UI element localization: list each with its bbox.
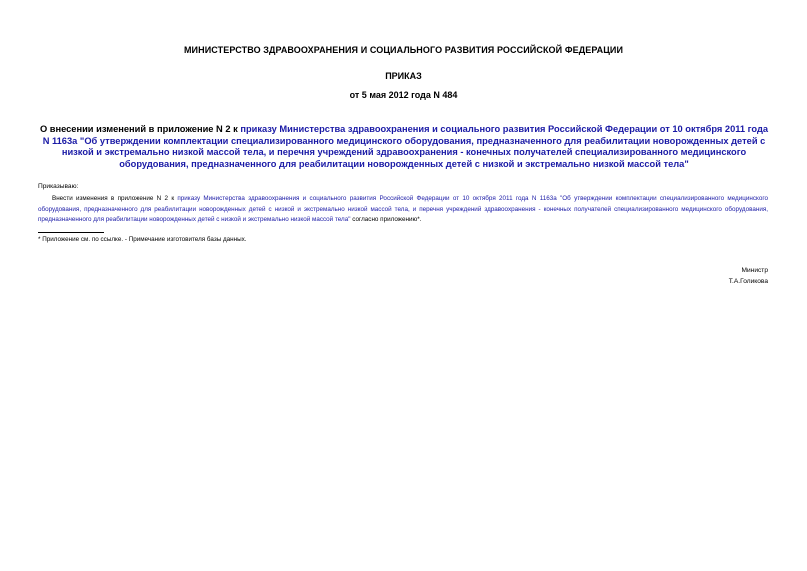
paragraph-prefix: Внести изменения в приложение N 2 к bbox=[52, 195, 178, 202]
ministry-title: МИНИСТЕРСТВО ЗДРАВООХРАНЕНИЯ И СОЦИАЛЬНОГО РАЗВИТИЯ РОССИЙСКОЙ ФЕДЕРАЦИИ bbox=[183, 45, 624, 55]
heading-prefix: О внесении изменений в приложение N 2 к bbox=[39, 124, 241, 134]
signature-title: Министр bbox=[741, 267, 768, 274]
order-intro: Приказываю: bbox=[38, 183, 79, 190]
order-date-number: от 5 мая 2012 года N 484 bbox=[349, 90, 458, 100]
order-heading bbox=[38, 124, 770, 170]
paragraph-suffix: согласно приложению*. bbox=[350, 216, 422, 224]
order-paragraph bbox=[38, 194, 768, 226]
paragraph-link[interactable]: приказу Министерства здравоохранения и социального развития Российской Федерации от 10 октября 2011 года N 1163а "Об утверждении комплектации специализированного медицинского оборудования, предназначенного для реабилитации новорожденных детей с низкой и экстремально низкой массой тела, и перечня учреждений здравоохранения - конечных получателей специализированного медицинского оборудования, предназначенного для реабилитации новорожденных детей с низкой и экстремально низкой массой тела" bbox=[38, 195, 768, 224]
footnote: * Приложение см. по ссылке. - Примечание изготовителя базы данных. bbox=[38, 236, 247, 243]
footnote-divider bbox=[38, 232, 104, 233]
order-type: ПРИКАЗ bbox=[385, 71, 422, 81]
heading-link[interactable]: приказу Министерства здравоохранения и социального развития Российской Федерации от 10 октября 2011 года N 1163а "Об утверждении комплектации специализированного медицинского оборудования, предназначенного для реабилитации новорожденных детей с низкой и экстремально низкой массой тела, и перечня учреждений здравоохранения - конечных получателей специализированного медицинского оборудования, предназначенного для реабилитации новорожденных детей с низкой и экстремально низкой массой тела" bbox=[42, 124, 769, 169]
signature-name: Т.А.Голикова bbox=[728, 278, 768, 285]
